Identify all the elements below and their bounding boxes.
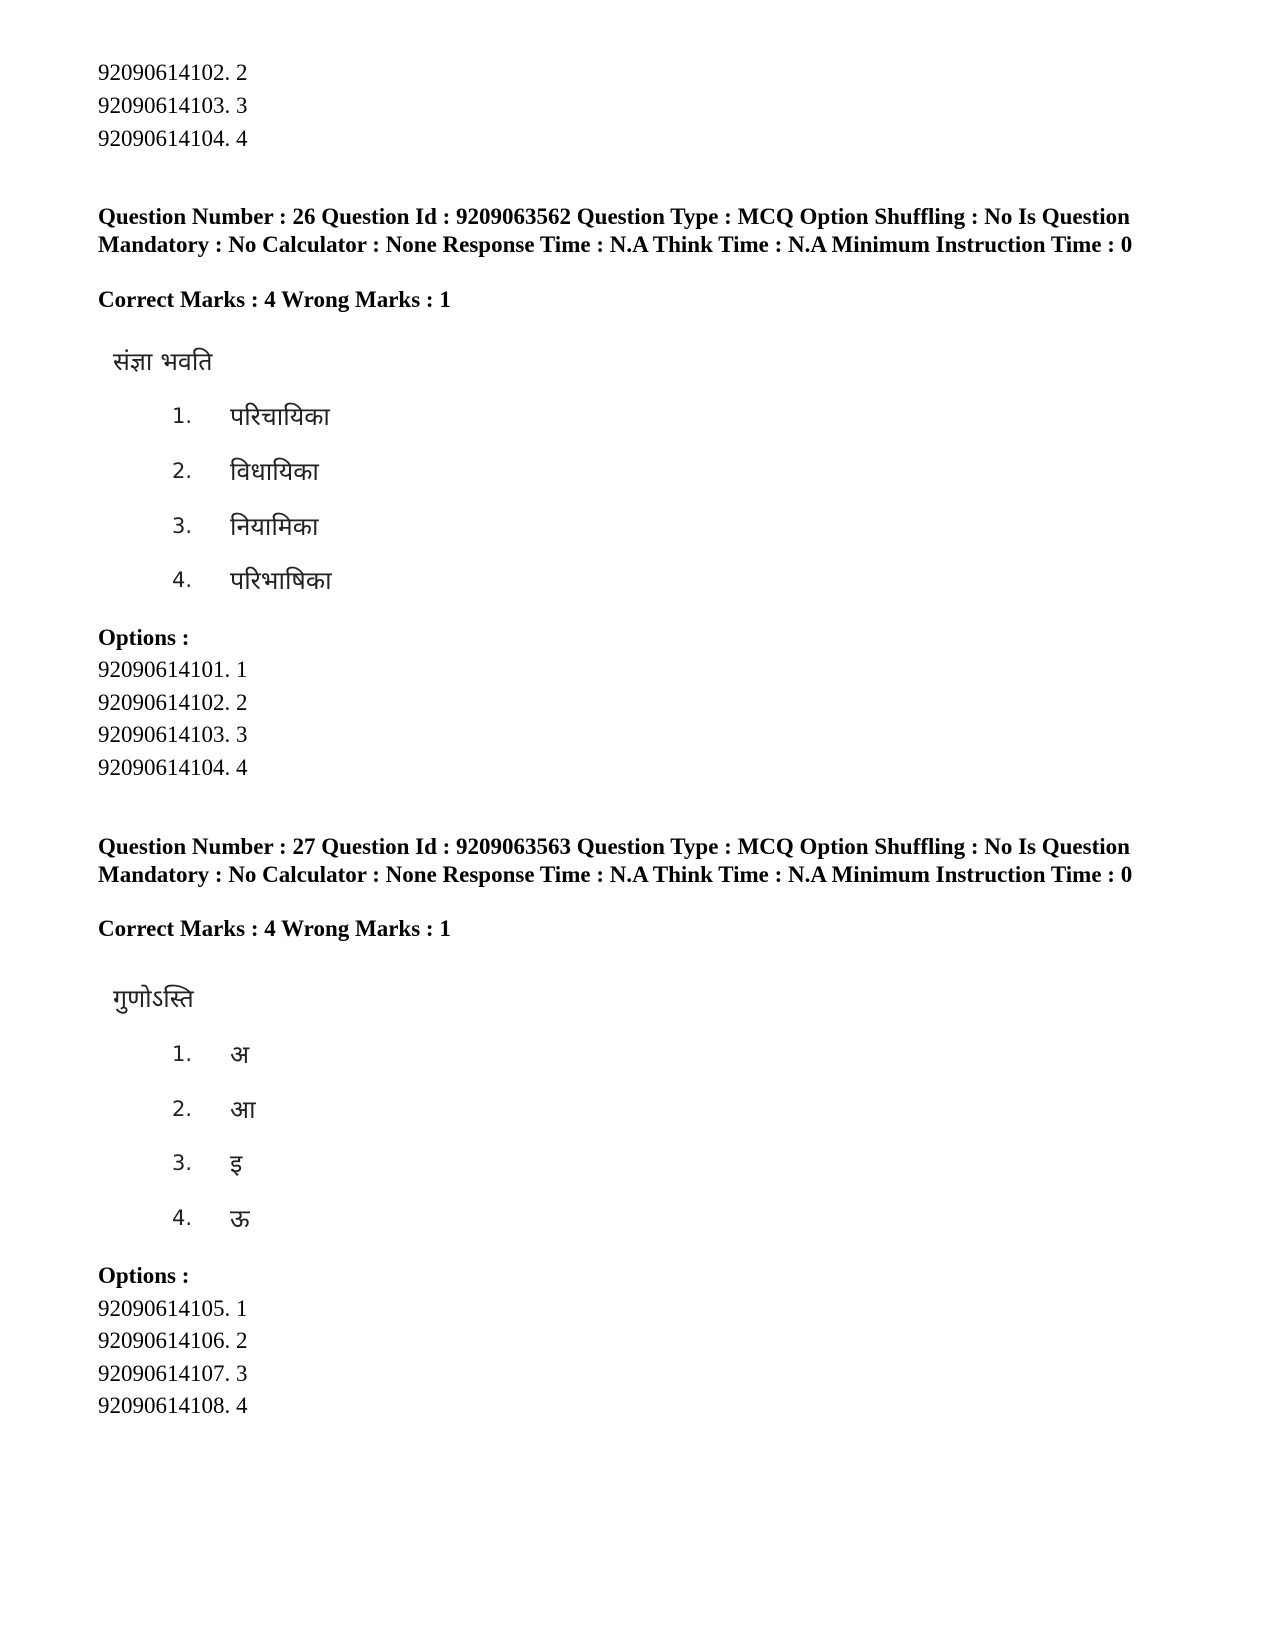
choice-text: नियामिका bbox=[230, 512, 319, 541]
option-line: 92090614105. 1 bbox=[98, 1296, 248, 1321]
option-line: 92090614102. 2 bbox=[98, 60, 248, 85]
marks-line: Correct Marks : 4 Wrong Marks : 1 bbox=[98, 916, 451, 941]
choice-text: अ bbox=[230, 1040, 250, 1069]
choice-number: 2. bbox=[172, 1097, 193, 1121]
options-label: Options : bbox=[98, 625, 190, 650]
option-line: 92090614107. 3 bbox=[98, 1361, 248, 1386]
option-line: 92090614102. 2 bbox=[98, 690, 248, 715]
choice-number: 4. bbox=[172, 568, 193, 592]
choice-number: 3. bbox=[172, 514, 193, 538]
option-line: 92090614106. 2 bbox=[98, 1328, 248, 1353]
question-stem: संज्ञा भवति bbox=[113, 347, 213, 376]
choice-text: विधायिका bbox=[230, 457, 319, 486]
choice-text: इ bbox=[230, 1149, 243, 1178]
choice-number: 3. bbox=[172, 1151, 193, 1175]
choice-text: परिभाषिका bbox=[230, 566, 332, 595]
option-line: 92090614108. 4 bbox=[98, 1393, 248, 1418]
option-line: 92090614101. 1 bbox=[98, 657, 248, 682]
question-header: Question Number : 27 Question Id : 9209063563 Question Type : MCQ Option Shuffling : No Is Question Mandatory : No Calculator : None Response Time : N.A Think Time : N.A Minimum Instruction Time : 0 bbox=[98, 834, 1133, 887]
question-header: Question Number : 26 Question Id : 9209063562 Question Type : MCQ Option Shuffling : No Is Question Mandatory : No Calculator : None Response Time : N.A Think Time : N.A Minimum Instruction Time : 0 bbox=[98, 204, 1133, 257]
question-stem: गुणोऽस्ति bbox=[113, 984, 194, 1013]
choice-text: ऊ bbox=[230, 1204, 250, 1233]
choice-number: 2. bbox=[172, 459, 193, 483]
options-label: Options : bbox=[98, 1263, 190, 1288]
choice-number: 4. bbox=[172, 1206, 193, 1230]
choice-text: परिचायिका bbox=[230, 402, 330, 431]
option-line: 92090614103. 3 bbox=[98, 722, 248, 747]
marks-line: Correct Marks : 4 Wrong Marks : 1 bbox=[98, 287, 451, 312]
choice-text: आ bbox=[230, 1095, 256, 1124]
option-line: 92090614104. 4 bbox=[98, 755, 248, 780]
option-line: 92090614103. 3 bbox=[98, 93, 248, 118]
choice-number: 1. bbox=[172, 404, 193, 428]
choice-number: 1. bbox=[172, 1042, 193, 1066]
option-line: 92090614104. 4 bbox=[98, 126, 248, 151]
